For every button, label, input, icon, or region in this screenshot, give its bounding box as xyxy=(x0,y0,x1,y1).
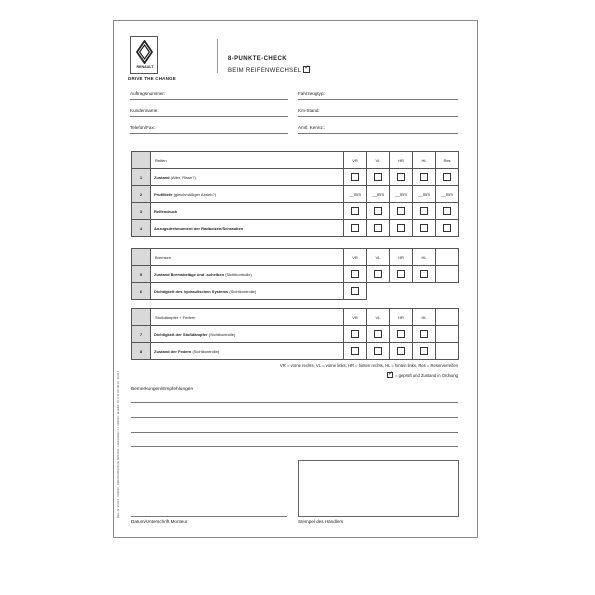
row-label xyxy=(151,220,344,237)
checkbox-hl[interactable] xyxy=(420,330,428,338)
checkbox-hr[interactable] xyxy=(397,347,405,355)
checkbox-hl[interactable] xyxy=(420,347,428,355)
row-label-main: Profiltiefe xyxy=(154,191,173,197)
bremsen-col-vr: VR xyxy=(344,249,367,266)
checkbox-res[interactable] xyxy=(443,224,451,232)
checkbox-checked-icon xyxy=(387,372,393,378)
reifen-header-blank xyxy=(132,152,151,169)
empty-cell xyxy=(436,326,459,343)
bremsen-header-blank xyxy=(132,249,151,266)
row-label-note: (Sichtkontrolle) xyxy=(207,331,236,337)
field-label-kennzeichen: Amtl. Kennz.: xyxy=(298,125,326,130)
checkbox-hr[interactable] xyxy=(397,270,405,278)
remarks-label: Bemerkungen/Empfehlungen xyxy=(131,387,194,392)
table-row xyxy=(132,266,459,283)
row-number: 8 xyxy=(132,343,151,360)
field-telefon[interactable] xyxy=(130,133,288,134)
depth-field-vl[interactable]: __mm xyxy=(372,191,384,197)
field-label-telefon: Telefon/Fax: xyxy=(130,125,156,130)
legend-line-1: VR = vorne rechts, VL = vorne links, HR = hinten rechts, HL = hinten links, Res = Reserverreifen xyxy=(279,363,458,368)
stamp-box[interactable] xyxy=(298,460,459,517)
field-km-stand[interactable] xyxy=(298,116,458,117)
row-label xyxy=(151,343,344,360)
depth-field-vr[interactable]: __mm xyxy=(349,191,361,197)
field-fahrzeugtyp[interactable] xyxy=(298,99,458,100)
legend-line-2 xyxy=(131,371,458,378)
row-label-note: (Sichtkontrolle) xyxy=(224,271,252,277)
row-label-main: Zustand Bremsbeläge und -scheiben xyxy=(154,271,225,277)
signature-line[interactable] xyxy=(131,516,287,517)
depth-field-res[interactable]: __mm xyxy=(441,191,453,197)
checkbox-vl[interactable] xyxy=(374,224,382,232)
reifen-table xyxy=(131,151,459,237)
reifen-col-vl: VL xyxy=(367,152,390,169)
field-kundenname[interactable] xyxy=(130,116,288,117)
reifen-title: Reifen xyxy=(151,152,344,169)
stamp-label: Stempel des Händlers xyxy=(298,519,344,524)
row-label-note: (Sichtkontrolle) xyxy=(228,288,257,294)
reifen-col-hr: HR xyxy=(390,152,413,169)
row-number: 3 xyxy=(132,203,151,220)
table-row xyxy=(132,326,459,343)
checkbox-vr[interactable] xyxy=(351,347,359,355)
field-auftragsnummer[interactable] xyxy=(130,99,288,100)
brand-slogan: DRIVE THE CHANGE xyxy=(128,76,176,81)
row-number: 4 xyxy=(132,220,151,237)
checkbox-vr[interactable] xyxy=(351,270,359,278)
table-row xyxy=(132,220,459,237)
reifen-col-hl: HL xyxy=(413,152,436,169)
header-divider xyxy=(217,39,218,73)
row-label-note: (Sichtkontrolle) xyxy=(191,348,220,354)
table-row xyxy=(132,169,459,186)
stossdaempfer-table xyxy=(131,308,459,360)
stoss-col-vr: VR xyxy=(344,309,367,326)
row-label xyxy=(151,186,344,203)
stoss-col-vl: VL xyxy=(367,309,390,326)
row-label xyxy=(151,169,344,186)
table-row xyxy=(132,343,459,360)
row-number: 1 xyxy=(132,169,151,186)
form-subtitle xyxy=(228,65,310,74)
field-label-fahrzeugtyp: Fahrzeugtyp: xyxy=(298,91,325,96)
checkbox-vl[interactable] xyxy=(374,173,382,181)
row-label-note: (gleichmäßiger Abrieb?) xyxy=(172,191,217,197)
checkbox-vr[interactable] xyxy=(351,173,359,181)
depth-field-hl[interactable]: __mm xyxy=(418,191,430,197)
bremsen-table xyxy=(131,248,459,300)
row-label xyxy=(151,326,344,343)
table-row xyxy=(132,283,459,300)
side-print-info: Best.-Nr. 25-013 · 12/2013 · DIALOG-DRUCK AG SERVICE · Lebensdauer 1 J. 12/2013 · Ersteller: 04. 0.15 04 / 08.13 · 13 04 1 xyxy=(117,370,120,518)
checkbox-res[interactable] xyxy=(443,173,451,181)
logo-brand-name: RENAULT xyxy=(136,65,154,69)
checkbox-vr[interactable] xyxy=(351,207,359,215)
form-title: 8-PUNKTE-CHECK xyxy=(228,56,287,62)
checkbox-checked-icon xyxy=(303,66,310,73)
empty-cell xyxy=(436,266,459,283)
field-kennzeichen[interactable] xyxy=(298,133,458,134)
checkbox-vl[interactable] xyxy=(374,330,382,338)
field-label-auftragsnummer: Auftragsnummer: xyxy=(130,91,166,96)
remarks-line-4[interactable] xyxy=(131,446,458,447)
renault-diamond-icon xyxy=(135,40,154,64)
renault-logo xyxy=(130,36,158,74)
row-label xyxy=(151,283,344,300)
checkbox-hydraulic[interactable] xyxy=(351,287,359,295)
row-number: 5 xyxy=(132,266,151,283)
form-subtitle-text: BEIM REIFENWECHSEL xyxy=(228,68,302,74)
table-row xyxy=(132,186,459,203)
bremsen-col-hr: HR xyxy=(390,249,413,266)
row-number: 7 xyxy=(132,326,151,343)
field-label-km-stand: Km-Stand: xyxy=(298,108,320,113)
document-sheet xyxy=(113,20,478,538)
stoss-col-hl: HL xyxy=(413,309,436,326)
checkbox-hr[interactable] xyxy=(397,173,405,181)
checkbox-hl[interactable] xyxy=(420,207,428,215)
checkbox-res[interactable] xyxy=(443,207,451,215)
checkbox-hr[interactable] xyxy=(397,207,405,215)
row-label xyxy=(151,203,344,220)
bremsen-title: Bremsen xyxy=(151,249,344,266)
signature-label: Datum/Unterschrift Monteur xyxy=(131,519,188,524)
remarks-line-2[interactable] xyxy=(131,417,458,418)
row-label-main: Reifendruck xyxy=(154,208,178,214)
checkbox-vl[interactable] xyxy=(374,207,382,215)
row-label xyxy=(151,266,344,283)
empty-cell xyxy=(436,343,459,360)
row-label-main: Anzugsdrehmoment der Radbolzen/Schrauben xyxy=(154,225,244,231)
row-label-main: Zustand xyxy=(154,174,170,180)
checkbox-vr[interactable] xyxy=(351,224,359,232)
bremsen-col-empty xyxy=(436,249,459,266)
stoss-col-hr: HR xyxy=(390,309,413,326)
field-label-kundenname: Kundenname: xyxy=(130,108,159,113)
empty-cell xyxy=(367,283,459,300)
reifen-col-res: Res xyxy=(436,152,459,169)
checkbox-vl[interactable] xyxy=(374,347,382,355)
remarks-line-3[interactable] xyxy=(131,432,458,433)
depth-field-hr[interactable]: __mm xyxy=(395,191,407,197)
bremsen-col-hl: HL xyxy=(413,249,436,266)
reifen-col-vr: VR xyxy=(344,152,367,169)
checkbox-hr[interactable] xyxy=(397,330,405,338)
checkbox-hl[interactable] xyxy=(420,173,428,181)
checkbox-vl[interactable] xyxy=(374,270,382,278)
row-label-note: (Alter, Risse?) xyxy=(169,174,196,180)
checkbox-hl[interactable] xyxy=(420,224,428,232)
row-number: 2 xyxy=(132,186,151,203)
row-label-main: Zustand der Federn xyxy=(154,348,192,354)
checkbox-hl[interactable] xyxy=(420,270,428,278)
checkbox-vr[interactable] xyxy=(351,330,359,338)
stoss-title: Stoßdämpfer + Federn xyxy=(151,309,344,326)
remarks-line-1[interactable] xyxy=(131,402,458,403)
bremsen-col-vl: VL xyxy=(367,249,390,266)
row-label-main: Dichtigkeit der Stoßdämpfer xyxy=(154,331,208,337)
legend-line-2-text: = geprüft und Zustand in Ordnung xyxy=(395,373,458,378)
stoss-header-blank xyxy=(132,309,151,326)
stoss-col-empty xyxy=(436,309,459,326)
checkbox-hr[interactable] xyxy=(397,224,405,232)
row-label-main: Dichtigkeit des hydraulischen Systems xyxy=(154,288,229,294)
table-row xyxy=(132,203,459,220)
row-number: 6 xyxy=(132,283,151,300)
